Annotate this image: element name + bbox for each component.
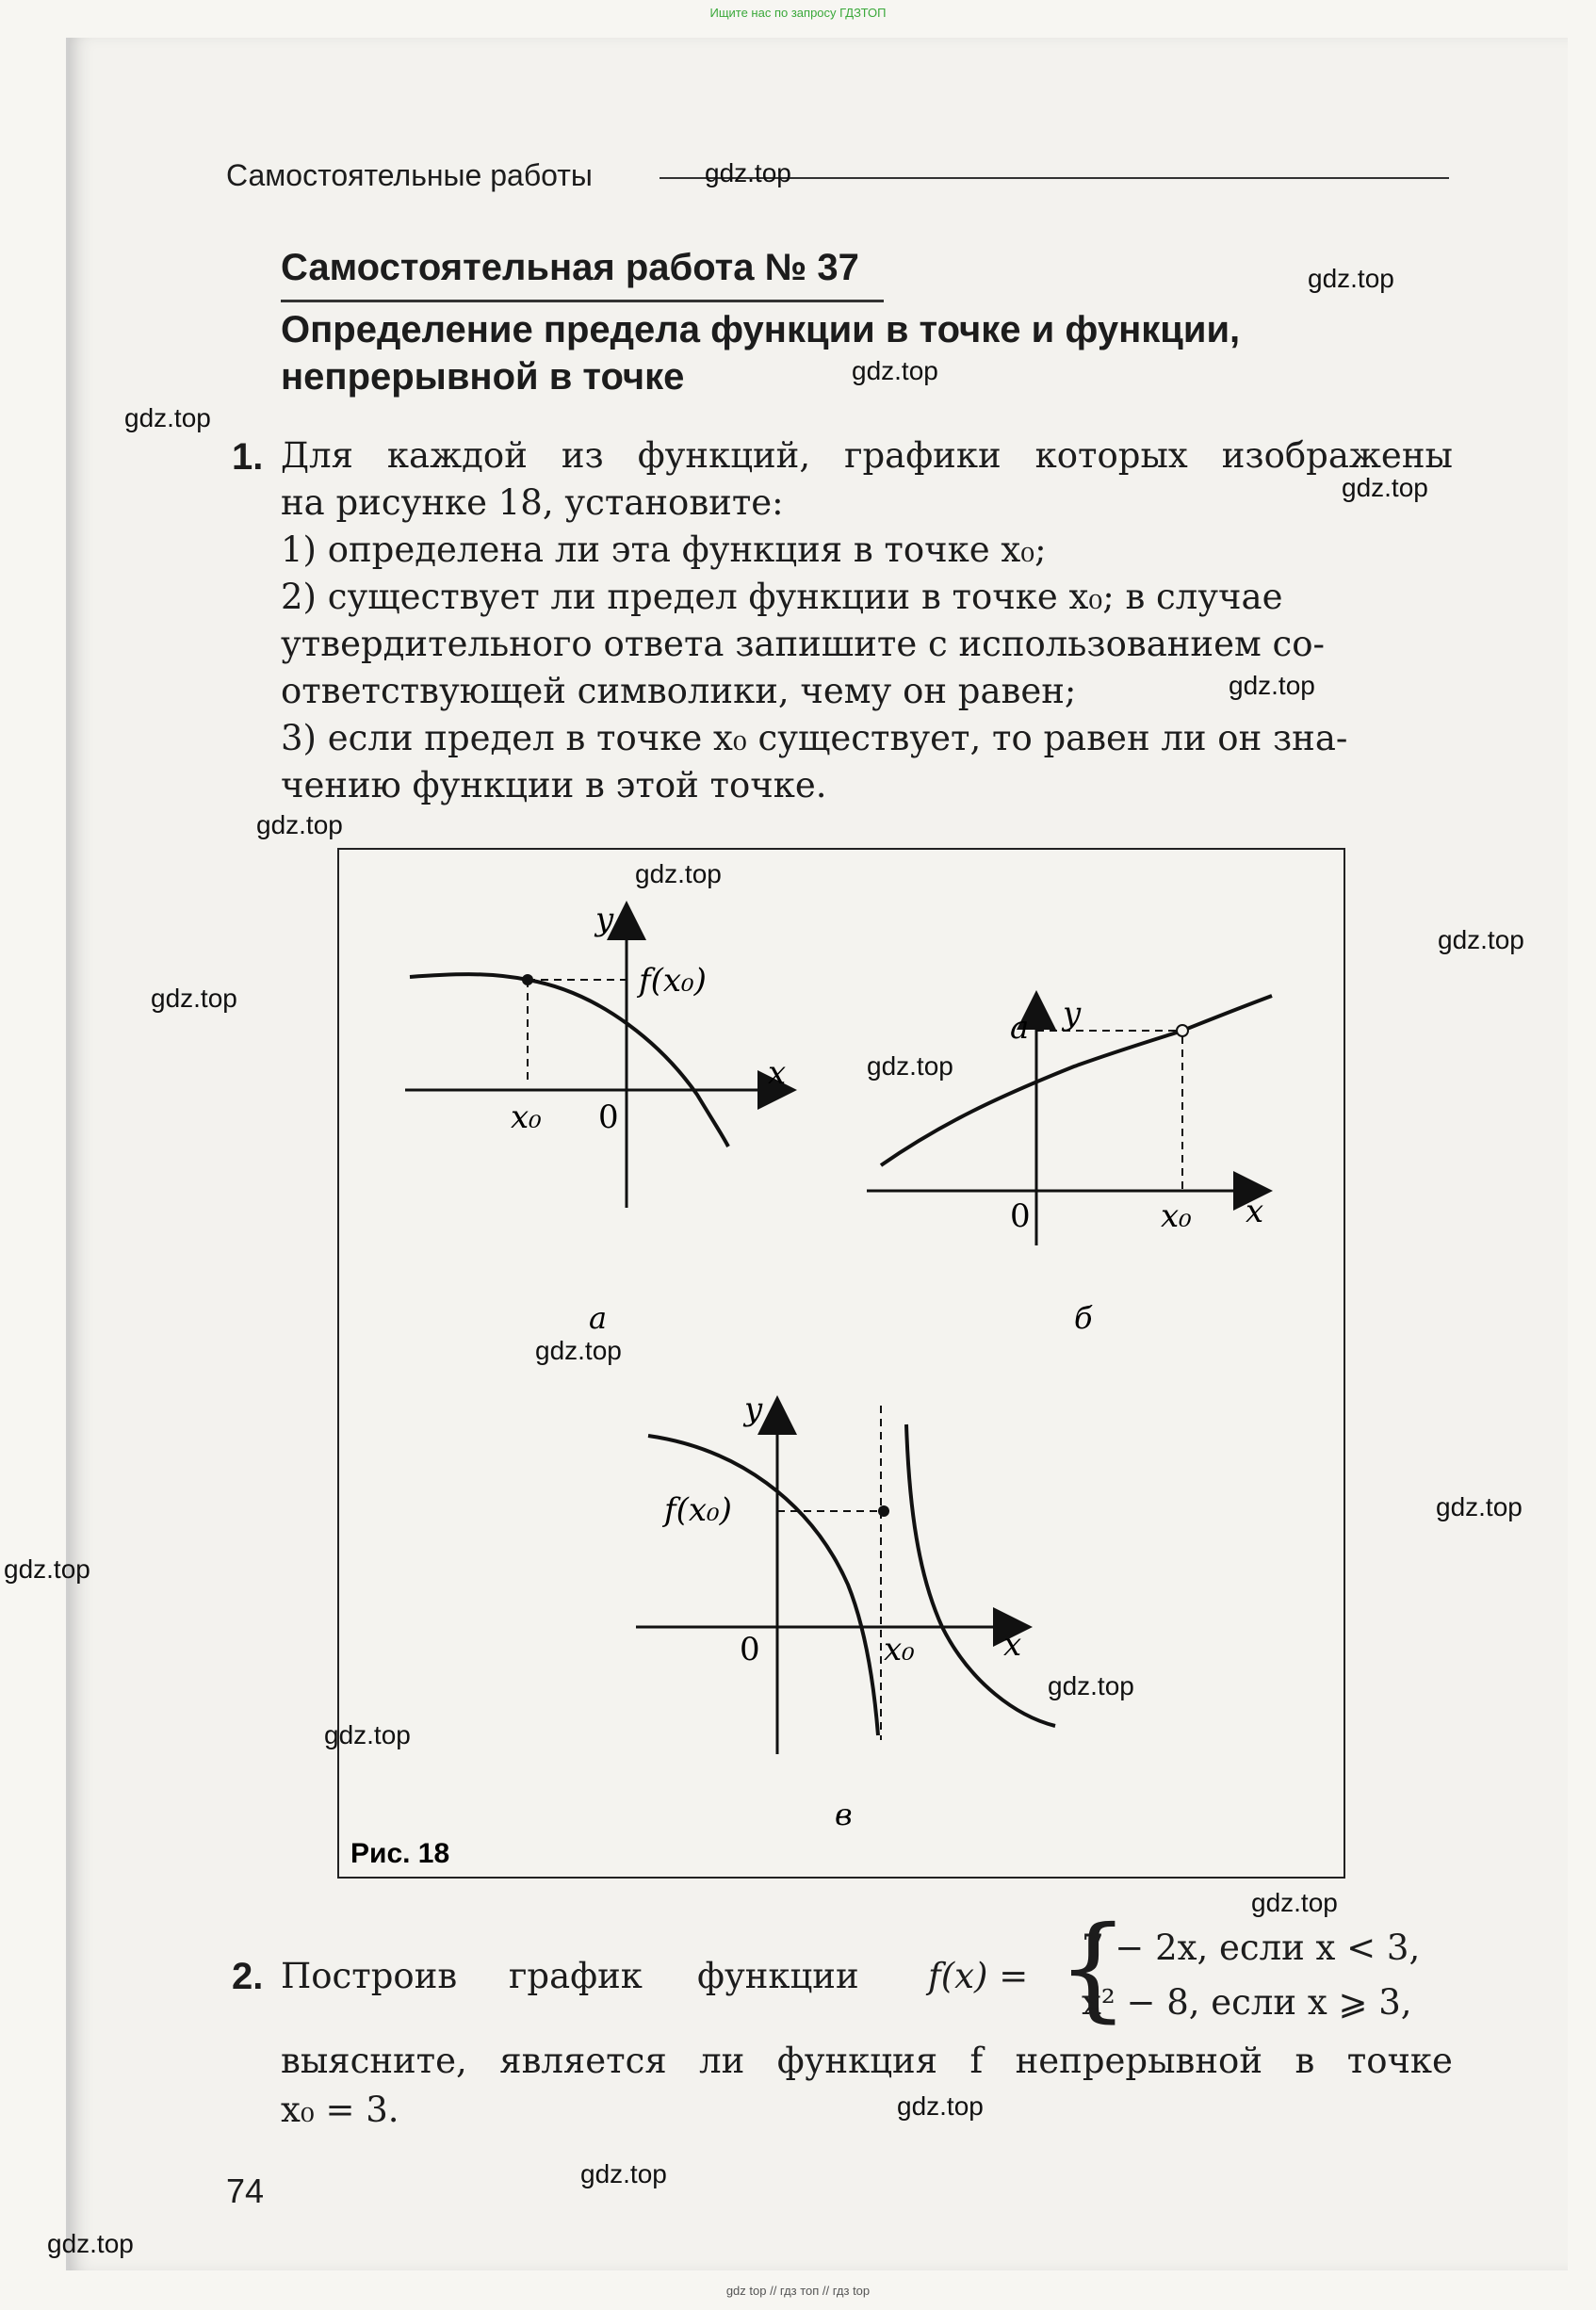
watermark: gdz.top bbox=[580, 2159, 667, 2188]
graph-a-x0: x₀ bbox=[511, 1098, 542, 1136]
watermark: gdz.top bbox=[1229, 671, 1315, 700]
watermark: gdz.top bbox=[256, 810, 343, 839]
watermark: gdz.top bbox=[867, 1051, 953, 1081]
task2-fx: f(x) = bbox=[928, 1956, 1029, 1996]
graph-b-a: a bbox=[1010, 1009, 1030, 1047]
watermark: gdz.top bbox=[1342, 473, 1428, 502]
task2-word: Построив bbox=[281, 1956, 458, 1996]
watermark: gdz.top bbox=[852, 356, 938, 385]
watermark: gdz.top bbox=[897, 2091, 984, 2121]
task2-line3: x₀ = 3. bbox=[281, 2090, 399, 2130]
graph-c-point bbox=[878, 1505, 889, 1517]
task2-case2: x² − 8, если x ⩾ 3, bbox=[1082, 1982, 1412, 2023]
work-title-line1: Определение предела функции в точке и функции, bbox=[281, 309, 1241, 350]
figure-18-graphs bbox=[339, 850, 1344, 1877]
watermark: gdz.top bbox=[151, 984, 237, 1013]
watermark: gdz.top bbox=[1436, 1492, 1523, 1521]
graph-c-curve-left bbox=[648, 1436, 878, 1735]
graph-b-x0: x₀ bbox=[1161, 1197, 1192, 1235]
figure-caption: Рис. 18 bbox=[350, 1838, 450, 1869]
graph-c-origin: 0 bbox=[740, 1631, 760, 1668]
graph-a-curve bbox=[410, 974, 728, 1147]
watermark: gdz.top bbox=[124, 403, 211, 432]
graph-a bbox=[405, 901, 791, 1336]
watermark: gdz.top bbox=[1438, 925, 1524, 954]
task2-line2: выясните, является ли функция f непрерывной в точке bbox=[281, 2041, 1453, 2081]
graph-b-curve-right bbox=[1182, 996, 1272, 1031]
task1-line: Для каждой из функций, графики которых изображены bbox=[281, 435, 1453, 476]
task1-line: чению функции в этой точке. bbox=[281, 765, 827, 805]
work-number-title: Самостоятельная работа № 37 bbox=[281, 247, 859, 288]
task2-case1: 7 − 2x, если x < 3, bbox=[1082, 1928, 1421, 1968]
task1-number: 1. bbox=[232, 436, 264, 478]
watermark: gdz.top bbox=[4, 1554, 90, 1584]
watermark: gdz.top bbox=[535, 1336, 622, 1365]
watermark: gdz.top bbox=[1048, 1671, 1134, 1700]
watermark: gdz.top bbox=[635, 859, 722, 888]
watermark: gdz.top bbox=[705, 158, 791, 187]
bottom-note: gdz top // гдз топ // гдз top bbox=[725, 2284, 871, 2298]
graph-a-x-label: x bbox=[768, 1054, 787, 1092]
task1-line: утвердительного ответа запишите с использованием со- bbox=[281, 624, 1326, 664]
graph-b-y-label: y bbox=[1063, 995, 1082, 1033]
graph-c bbox=[636, 1391, 1055, 1832]
watermark: gdz.top bbox=[1251, 1888, 1338, 1917]
watermark: gdz.top bbox=[1308, 264, 1394, 293]
task1-line: 2) существует ли предел функции в точке x₀; в случае bbox=[281, 577, 1283, 617]
work-title-line2: непрерывной в точке bbox=[281, 356, 685, 398]
watermark: gdz.top bbox=[324, 1720, 411, 1749]
graph-a-y-label: y bbox=[595, 901, 614, 938]
graph-c-x-label: x bbox=[1003, 1626, 1022, 1664]
bleed-through-text bbox=[1059, 264, 1067, 299]
task2-word: график bbox=[509, 1956, 643, 1996]
graph-c-curve-right bbox=[906, 1424, 1055, 1726]
page-number: 74 bbox=[226, 2172, 265, 2210]
graph-a-origin: 0 bbox=[598, 1098, 619, 1136]
graph-a-fx0: f(x₀) bbox=[639, 962, 707, 1000]
graph-a-label: а bbox=[589, 1300, 608, 1336]
task1-line: ответствующей символики, чему он равен; bbox=[281, 671, 1077, 711]
task1-line: 3) если предел в точке x₀ существует, то равен ли он зна- bbox=[281, 718, 1348, 758]
task2-word: функции bbox=[697, 1956, 859, 1996]
task1-line: 1) определена ли эта функция в точке x₀; bbox=[281, 529, 1047, 570]
task2-brace: { bbox=[1057, 1903, 1130, 2034]
figure-18 bbox=[337, 848, 1345, 1879]
graph-c-y-label: y bbox=[744, 1391, 763, 1428]
graph-c-label: в bbox=[835, 1797, 853, 1832]
title-underline bbox=[281, 300, 884, 302]
graph-c-x0: x₀ bbox=[884, 1631, 915, 1668]
graph-b-origin: 0 bbox=[1010, 1197, 1031, 1235]
graph-b-label: б bbox=[1074, 1300, 1093, 1336]
task2-number: 2. bbox=[232, 1956, 264, 1997]
task1-line: на рисунке 18, установите: bbox=[281, 482, 784, 523]
watermark: gdz.top bbox=[47, 2229, 134, 2258]
graph-b-hole bbox=[1177, 1025, 1188, 1036]
graph-b-x-label: x bbox=[1246, 1193, 1264, 1230]
page-header: Самостоятельные работы bbox=[226, 158, 593, 192]
top-note: Ищите нас по запросу ГДЗТОП bbox=[709, 6, 887, 20]
graph-c-fx0: f(x₀) bbox=[664, 1491, 732, 1529]
graph-b bbox=[867, 995, 1272, 1336]
